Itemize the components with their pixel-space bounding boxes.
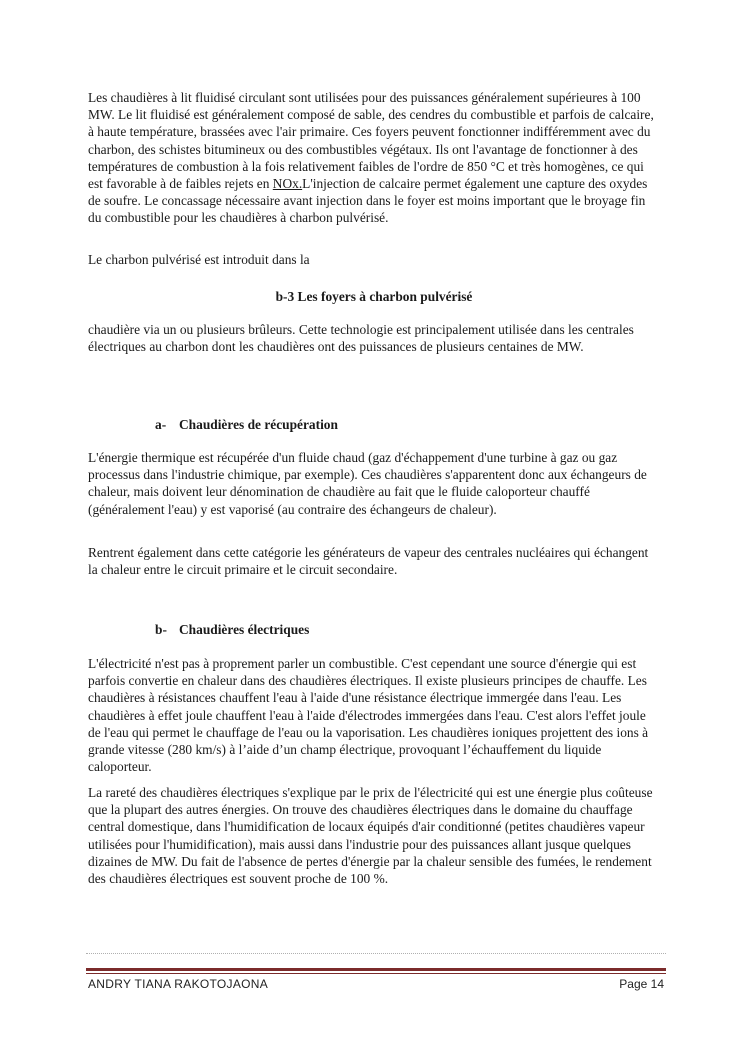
paragraph-electric-rarity: La rareté des chaudières électriques s'explique par le prix de l'électricité qui est une énergie plus coûteuse que la plupart des autres énergies. On trouve des chaudières électriques dans le domaine du chauffage central domestique, dans l'humidification de locaux équipés d'air conditionné (petites chaudières vapeur utilisées pour l'humidification), mais aussi dans l'industrie pour des puissances allant jusque quelques dizaines de MW. Du fait de l'absence de pertes d'énergie par la chaleur sensible des fumées, le rendement des chaudières électriques est souvent proche de 100 %. [88,785,653,887]
nox-link[interactable]: NOx. [272,176,303,192]
footer-author: ANDRY TIANA RAKOTOJAONA [88,977,269,991]
paragraph-nuclear: Rentrent également dans cette catégorie les générateurs de vapeur des centrales nucléaires qui échangent la chaleur entre le circuit primaire et le circuit secondaire. [88,545,649,578]
section-title: Chaudières électriques [179,622,310,637]
footer-divider-thin [86,973,666,974]
paragraph-recuperation: L'énergie thermique est récupérée d'un fluide chaud (gaz d'échappement d'une turbine à gaz ou gaz processus dans l'industrie chimique, par exemple). Ces chaudières s'apparentent donc aux échangeurs de chaleur, mais doivent leur dénomination de chaudière au fait que le fluide caloporteur chauffé (généralement l'eau) y est vaporisé (au contraire des échangeurs de chaleur). [88,450,647,517]
paragraph-pulverized-intro: Le charbon pulvérisé est introduit dans la [88,252,310,267]
footer-divider-thick [86,968,666,971]
section-marker: b- [155,622,167,637]
paragraph-text: L'injection de calcaire permet également une capture des oxydes de soufre. Le concassage nécessaire avant injection dans le foyer est moins important que le broyage fin du combustible pour les chaudières à charbon pulvérisé. [88,176,648,226]
section-marker: a- [155,417,167,432]
heading-electric [155,621,309,638]
paragraph-fluidized-bed [88,89,660,227]
footer-page-number: Page 14 [619,977,664,991]
section-title: Chaudières de récupération [179,417,338,432]
footer-dotted-divider [86,953,666,954]
heading-recuperation [155,416,338,433]
heading-b3: b-3 Les foyers à charbon pulvérisé [275,289,473,304]
paragraph-electric-principles: L'électricité n'est pas à proprement parler un combustible. C'est cependant une source d'énergie qui est parfois convertie en chaleur dans des chaudières électriques. Il existe plusieurs principes de chauffe. Les chaudières à résistances chauffent l'eau à l'aide d'une résistance électrique immergée dans l'eau. Les chaudières à effet joule chauffent l'eau à l'aide d'électrodes immergées dans l'eau. C'est alors l'effet joule de l'eau qui permet le chauffage de l'eau ou la vaporisation. Les chaudières ioniques projettent des ions à grande vitesse (280 km/s) à l’aide d’un champ électrique, provoquant l’échauffement du liquide caloporteur. [88,656,649,775]
paragraph-pulverized-body: chaudière via un ou plusieurs brûleurs. Cette technologie est principalement utilisée dans les centrales électriques au charbon dont les chaudières ont des puissances de plusieurs centaines de MW. [88,322,634,355]
paragraph-text: Les chaudières à lit fluidisé circulant sont utilisées pour des puissances généralement supérieures à 100 MW. Le lit fluidisé est généralement composé de sable, des cendres du combustible et parfois de calcaire, à haute température, brassées avec l'air primaire. Ces foyers peuvent fonctionner indifféremment avec du charbon, des schistes bitumineux ou des combustibles végétaux. Ils ont l'avantage de fonctionner à des températures de combustion à la fois relativement faibles de l'ordre de 850 °C et très homogènes, ce qui est favorable à de faibles rejets en [88,90,654,192]
